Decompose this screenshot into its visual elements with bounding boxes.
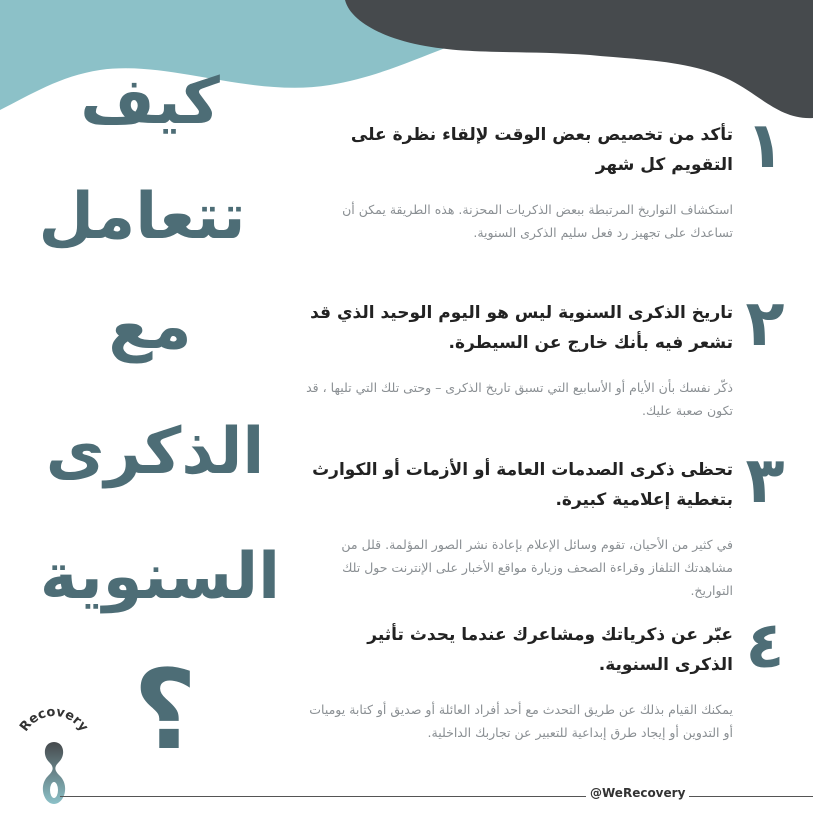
title-word-4: الذكرى xyxy=(45,415,265,489)
step-number: ٣ xyxy=(745,444,785,518)
step-heading: تحظى ذكرى الصدمات العامة أو الأزمات أو الكوارث بتغطية إعلامية كبيرة. xyxy=(312,460,733,510)
step-heading: عبّر عن ذكرياتك ومشاعرك عندما يحدث تأثير الذكرى السنوية. xyxy=(367,625,733,675)
title-column xyxy=(0,0,300,813)
step-2 xyxy=(305,287,795,422)
social-handle[interactable]: @WeRecovery xyxy=(586,786,689,800)
title-word-3: مع xyxy=(108,290,192,364)
step-3 xyxy=(305,444,795,602)
step-number: ١ xyxy=(745,109,785,183)
logo-figure-hole xyxy=(50,782,58,798)
step-body: استكشاف التواريخ المرتبطة ببعض الذكريات المحزنة. هذه الطريقة يمكن أن تساعدك على تجهيز رد فعل سليم الذكرى السنوية. xyxy=(342,202,733,240)
step-number: ٢ xyxy=(745,287,785,361)
step-body: في كثير من الأحيان، تقوم وسائل الإعلام بإعادة نشر الصور المؤلمة. قلل من مشاهدتك التلفاز وقراءة الصحف وزيارة مواقع الأخبار على الإنترنت حول تلك التواريخ. xyxy=(341,537,733,598)
step-body: ذكّر نفسك بأن الأيام أو الأسابيع التي تسبق تاريخ الذكرى – وحتى تلك التي تليها ، قد تكون صعبة عليك. xyxy=(306,380,733,418)
footer-line xyxy=(60,796,813,797)
logo-text xyxy=(17,705,91,735)
step-heading: تأكد من تخصيص بعض الوقت لإلقاء نظرة على التقويم كل شهر xyxy=(350,125,733,175)
question-mark: ؟ xyxy=(133,646,197,774)
step-number: ٤ xyxy=(745,609,785,683)
title-word-2: تتعامل xyxy=(38,180,246,254)
step-heading: تاريخ الذكرى السنوية ليس هو اليوم الوحيد الذي قد تشعر فيه بأنك خارج عن السيطرة. xyxy=(310,303,733,353)
step-1 xyxy=(305,109,795,244)
title-word-5: السنوية xyxy=(39,540,281,614)
logo-text-path: Recovery xyxy=(17,704,91,735)
step-body: يمكنك القيام بذلك عن طريق التحدث مع أحد أفراد العائلة أو صديق أو كتابة يوميات أو التدوين أو إيجاد طرق إبداعية للتعبير عن تجاربك الداخلية. xyxy=(309,702,733,740)
step-4 xyxy=(305,609,795,744)
recovery-logo xyxy=(14,700,94,810)
title-word-1: كيف xyxy=(80,65,220,139)
